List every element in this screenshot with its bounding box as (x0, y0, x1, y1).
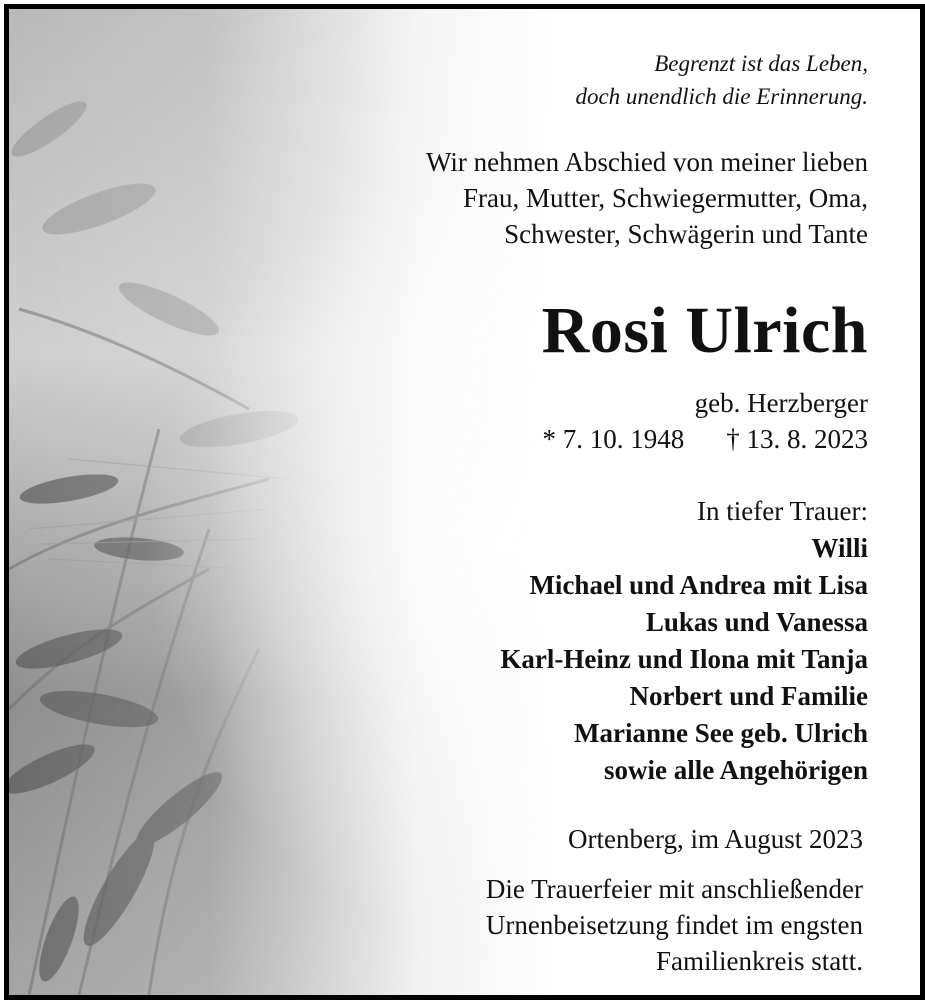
mourner-name: Willi (811, 533, 868, 563)
funeral-notice (303, 871, 863, 979)
intro-line-2: Frau, Mutter, Schwiegermutter, Oma, (463, 183, 868, 213)
mourner-name: sowie alle Angehörigen (604, 755, 868, 785)
intro-line-3: Schwester, Schwägerin und Tante (504, 219, 868, 249)
birth-name: geb. Herzberger (694, 388, 868, 418)
life-dates (308, 385, 868, 457)
funeral-line-3: Familienkreis statt. (656, 946, 863, 976)
mourning-heading: In tiefer Trauer: (697, 496, 868, 526)
mourner-name: Norbert und Familie (629, 681, 868, 711)
funeral-line-2: Urnenbeisetzung findet im engsten (485, 910, 863, 940)
mourner-name: Marianne See geb. Ulrich (574, 718, 868, 748)
mourner-name: Karl-Heinz und Ilona mit Tanja (500, 644, 868, 674)
birth-date: * 7. 10. 1948 (542, 424, 685, 454)
motto (308, 47, 868, 113)
date-line (308, 421, 868, 457)
deceased-name: Rosi Ulrich (541, 294, 868, 367)
mourner-name: Michael und Andrea mit Lisa (529, 570, 868, 600)
place-date-text: Ortenberg, im August 2023 (568, 824, 863, 854)
place-and-date (303, 821, 863, 857)
motto-line-2: doch unendlich die Erinnerung. (575, 84, 868, 109)
farewell-intro (308, 144, 868, 252)
death-date: † 13. 8. 2023 (726, 424, 868, 454)
funeral-line-1: Die Trauerfeier mit anschließender (485, 874, 863, 904)
mourners-list (308, 493, 868, 789)
obituary-frame (4, 4, 925, 1000)
intro-line-1: Wir nehmen Abschied von meiner lieben (425, 147, 868, 177)
mourner-name: Lukas und Vanessa (645, 607, 868, 637)
motto-line-1: Begrenzt ist das Leben, (654, 51, 868, 76)
